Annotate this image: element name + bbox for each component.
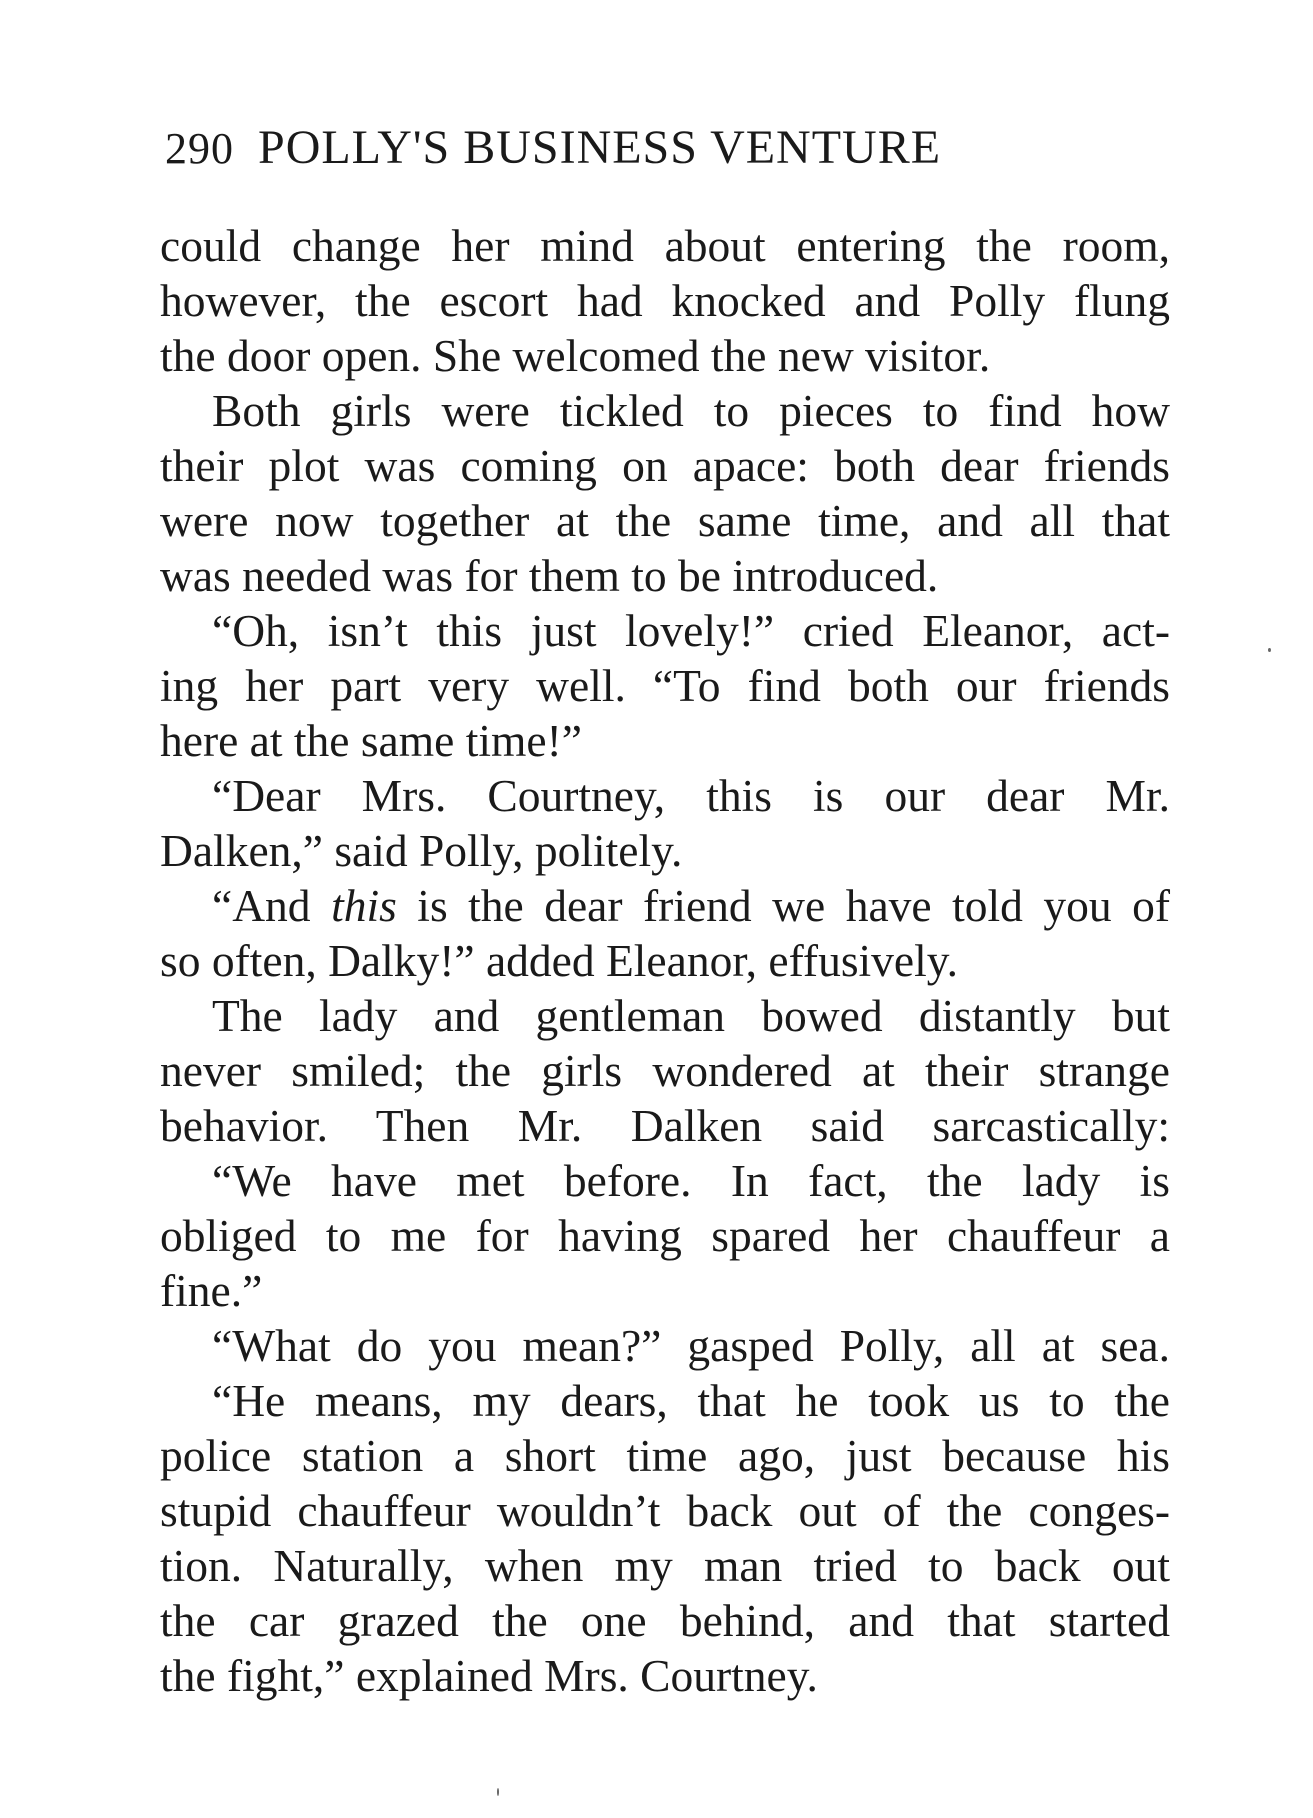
text-line: “Dear Mrs. Courtney, this is our dear Mr. (212, 770, 1170, 821)
text-line (160, 878, 1170, 933)
text-line: Dalken,” said Polly, politely. (160, 825, 683, 876)
text-line: “We have met before. In fact, the lady is (212, 1155, 1170, 1206)
running-title: POLLY'S BUSINESS VENTURE (258, 121, 942, 174)
scan-speck (1268, 648, 1271, 652)
text-line: behavior. Then Mr. Dalken said sarcastically: (160, 1100, 1170, 1151)
text-line: tion. Naturally, when my man tried to back out (160, 1540, 1170, 1591)
italic-word: this (331, 880, 397, 931)
text-fragment: “And (212, 880, 332, 931)
text-line: the fight,” explained Mrs. Courtney. (160, 1650, 818, 1701)
text-line: “What do you mean?” gasped Polly, all at sea. (212, 1320, 1170, 1371)
text-line: Both girls were tickled to pieces to find how (212, 385, 1170, 436)
text-fragment: is the dear friend we have told you of (396, 880, 1171, 931)
running-header (165, 118, 941, 179)
text-line: “Oh, isn’t this just lovely!” cried Eleanor, act- (212, 605, 1170, 656)
page-number: 290 (165, 124, 234, 173)
text-line: could change her mind about entering the room, (160, 220, 1170, 271)
text-line: ing her part very well. “To find both our friends (160, 660, 1170, 711)
text-line: police station a short time ago, just because his (160, 1430, 1170, 1481)
text-line: obliged to me for having spared her chauffeur a (160, 1210, 1170, 1261)
text-line: stupid chauffeur wouldn’t back out of the conges- (160, 1485, 1170, 1536)
text-line: “He means, my dears, that he took us to the (212, 1375, 1170, 1426)
text-line: the door open. She welcomed the new visitor. (160, 330, 991, 381)
text-line: was needed was for them to be introduced. (160, 550, 939, 601)
text-line: were now together at the same time, and all that (160, 495, 1170, 546)
text-line: fine.” (160, 1265, 263, 1316)
text-line: never smiled; the girls wondered at their strange (160, 1045, 1170, 1096)
text-line: here at the same time!” (160, 715, 582, 766)
text-line: however, the escort had knocked and Polly flung (160, 275, 1170, 326)
text-line: The lady and gentleman bowed distantly but (212, 990, 1170, 1041)
text-line: so often, Dalky!” added Eleanor, effusively. (160, 935, 958, 986)
scan-speck (497, 1788, 499, 1796)
text-line: the car grazed the one behind, and that started (160, 1595, 1170, 1646)
text-line: their plot was coming on apace: both dear friends (160, 440, 1170, 491)
body-text (160, 218, 1170, 1703)
